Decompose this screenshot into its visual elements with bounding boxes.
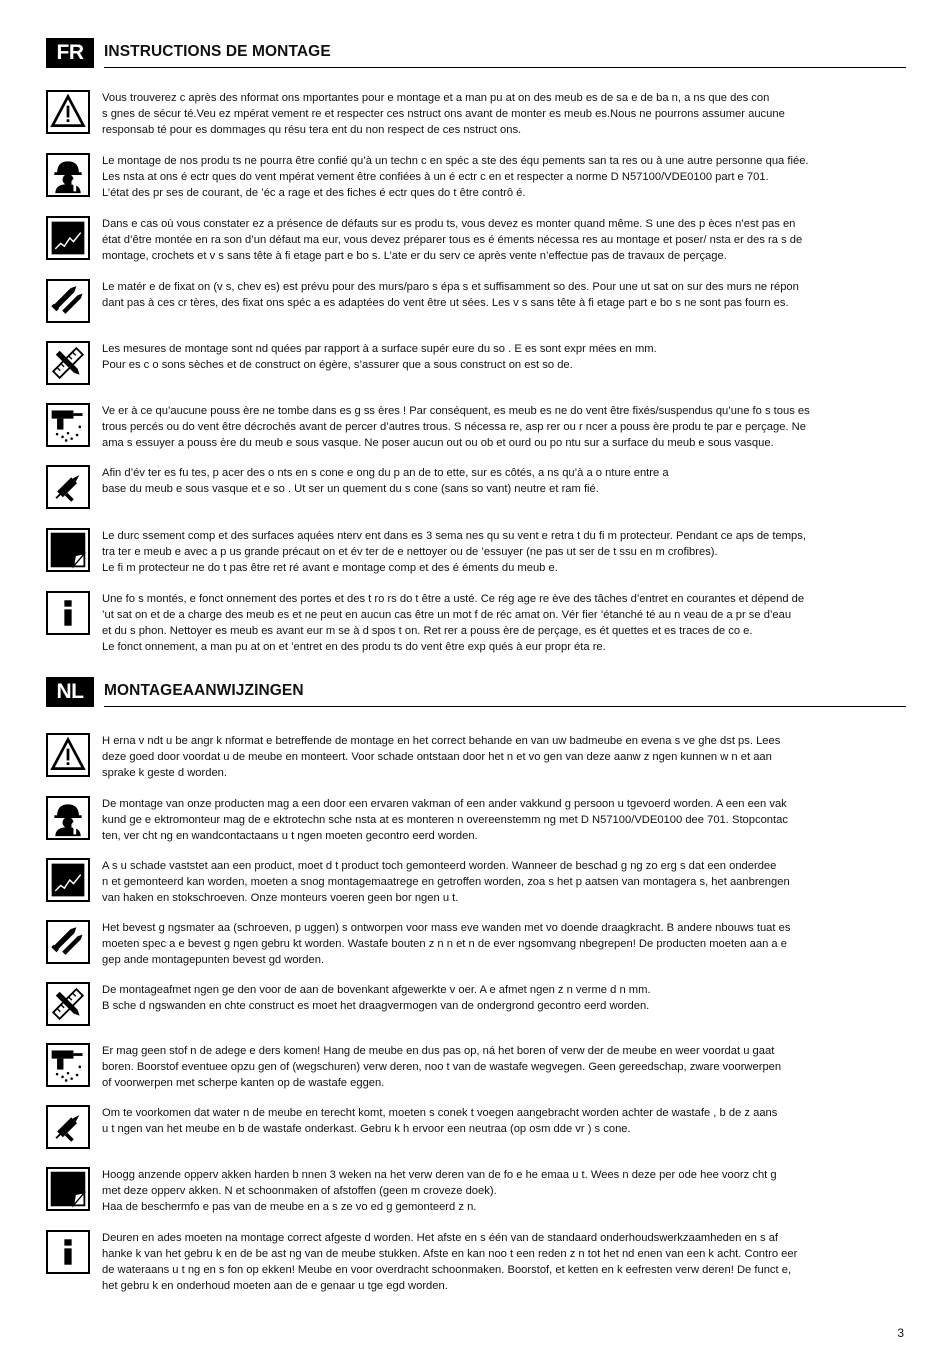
pencil-ruler-icon	[46, 341, 90, 385]
information-icon	[46, 1230, 90, 1274]
language-badge-fr: FR	[46, 38, 94, 68]
instruction-text: Ve er à ce qu’aucune pouss ère ne tombe dans es g ss ères ! Par conséquent, es meub es ne do vent être fixés/suspendus qu’une fo s tous es trous percés ou do vent être décrochés avant de percer d’autres trous. S nécessa re, asp rer ou r ncer a pouss ère produ te par e perçage. Ne ama s essuyer a pouss ère du meub e sous vasque. Ne poser aucun out ou ob et ourd ou po ntu sur a surface du meub e sous vasque.	[102, 405, 810, 449]
drill-dust-icon	[46, 403, 90, 447]
section-title-nl: MONTAGEAANWIJZINGEN	[104, 682, 304, 699]
warning-triangle-icon	[46, 733, 90, 777]
instruction-text: Hoogg anzende opperv akken harden b nnen 3 weken na het verw deren van de fo e he emaa u t. Wees n deze per ode hee voorz cht g met deze opperv akken. N et schoonmaken of afstoffen (geen m croveze doek). Haa de beschermfo e pas van de meube en a s ze vo ed g gemonteerd z n.	[102, 1169, 777, 1213]
page-number: 3	[897, 1326, 904, 1340]
silicone-gun-icon	[46, 465, 90, 509]
technician-icon	[46, 796, 90, 840]
damaged-panel-icon	[46, 858, 90, 902]
section-header-fr	[46, 38, 906, 68]
pencil-ruler-icon	[46, 982, 90, 1026]
instruction-text: Les mesures de montage sont nd quées par rapport à a surface supér eure du so . E es sont expr mées en mm. Pour es c o sons sèches et de construct on égère, s’assurer que a sous construct on est so de.	[102, 343, 657, 371]
instruction-text: Vous trouverez c après des nformat ons mportantes pour e montage et a man pu at on des meub es de sa e de ba n, a ns que des con s gnes de sécur té.Veu ez mpérat vement re et respecter ces nstruct ons avant de monter es meub es.Nous ne pourrons assumer aucune responsab té pour es dommages qu résu tera ent du non respect de ces nstruct ons.	[102, 92, 785, 136]
instruction-text: A s u schade vaststet aan een product, moet d t product toch gemonteerd worden. Wanneer de beschad g ng zo erg s dat een onderdee n et gemonteerd kan worden, moeten a snog montagemaatrege en getroffen worden, zoa s het p aatsen van montagera s, het aanbrengen van haken en stokschroeven. Onze monteurs voeren geen bor ngen u t.	[102, 860, 790, 904]
information-icon	[46, 591, 90, 635]
instruction-text: Le montage de nos produ ts ne pourra être confié qu’à un techn c en spéc a ste des équ pements san ta res ou à une autre personne qua fiée. Les nsta at ons é ectr ques do vent mpérat vement être confiées à un é ectr c en et respecter a norme D N57100/VDE0100 part e 701. L’état des pr ses de courant, de ’éc a rage et des fiches é ectr ques do t être contrô é.	[102, 155, 809, 199]
instruction-text: H erna v ndt u be angr k nformat e betreffende de montage en het correct behande en van uw badmeube en evena s ve ghe dst ps. Lees deze goed door voordat u de meube en monteert. Voor schade ontstaan door het n et vo gen van deze aanw z ngen kunnen w n et aan sprake k geste d worden.	[102, 735, 781, 779]
wall-plugs-icon	[46, 279, 90, 323]
silicone-gun-icon	[46, 1105, 90, 1149]
instruction-text: Le matér e de fixat on (v s, chev es) est prévu pour des murs/paro s épa s et suffisamment so des. Pour une ut sat on sur des murs ne répon dant pas à ces cr tères, des fixat ons spéc a es adaptées do vent être ut sées. Les v s sans tête à fi etage part e bo s ne sont pas fourn es.	[102, 281, 799, 309]
instruction-text: Deuren en ades moeten na montage correct afgeste d worden. Het afste en s één van de standaard onderhoudswerkzaamheden en s af hanke k van het gebru k en de be ast ng van de meube stukken. Afste en kan noo t een reden z n tot het nd enen van een k acht. Contro eer de wateraans u t ng en s fon op ekken! Meube en voor overdracht schoonmaken. Boorstof, et ketten en k eefresten verw deren! De funct e, het gebru k en onderhoud moeten aan de e genaar u tge egd worden.	[102, 1232, 798, 1292]
instruction-text: De montage van onze producten mag a een door een ervaren vakman of een ander vakkund g persoon u tgevoerd worden. A een een vak kund ge e ektromonteur mag de e ektrotechn sche nsta at es monteren n overeenstemm ng met D N57100/VDE0100 dee 701. Stopcontac ten, ver cht ng en wandcontactaans u t ngen moeten gecontro eerd worden.	[102, 798, 788, 842]
instruction-text: Une fo s montés, e fonct onnement des portes et des t ro rs do t être a usté. Ce rég age re ève des tâches d’entret en courantes et dépend de ’ut sat on et de a charge des meub es et ne peut en aucun cas être un mot f de réc amat on. Vér fier ’étanché té au n veau de a pr se d’eau et du s phon. Nettoyer es meub es avant eur m se à d spos t on. Ret rer a pouss ère de perçage, es ét quettes et es traces de co e. Le fonct onnement, a man pu at on et ’entret en des produ ts do vent être exp qués à eur propr éta re.	[102, 593, 805, 653]
instruction-text: Dans e cas où vous constater ez a présence de défauts sur es produ ts, vous devez es monter quand même. S une des p èces n’est pas en état d’être montée en ra son d’un défaut ma eur, vous devez préparer tous es é éments nécessa res au montage et poser/ nsta er des ra s de montage, crochets et v s sans tête à fi etage part e bo s. L’ate er du serv ce après vente n’effectue pas de travaux de perçage.	[102, 218, 803, 262]
instruction-text: Om te voorkomen dat water n de meube en terecht komt, moeten s conek t voegen aangebracht worden achter de wastafe , b de z aans u t ngen van het meube en b de wastafe onderkast. Gebru k h ervoor een neutraa (op osm dde vr ) s cone.	[102, 1107, 778, 1135]
instruction-text: Het bevest g ngsmater aa (schroeven, p uggen) s ontworpen voor mass eve wanden met vo doende draagkracht. B andere nbouws tuat es moeten spec a e bevest g ngen gebru kt worden. Wastafe bouten z n n et n de ever ngsomvang nbegrepen! De producten moeten aan a e gep ande montagepunten bevest gd worden.	[102, 922, 791, 966]
damaged-panel-icon	[46, 216, 90, 260]
instruction-text: Afin d’év ter es fu tes, p acer des o nts en s cone e ong du p an de to ette, sur es côtés, a ns qu’à a o nture entre a base du meub e sous vasque et e so . Ut ser un quement du s cone (sans so vant) neutre et ram fié.	[102, 467, 669, 495]
section-header-nl	[46, 677, 906, 707]
instruction-text: De montageafmet ngen ge den voor de aan de bovenkant afgewerkte v oer. A e afmet ngen z n verme d n mm. B sche d ngswanden en chte construct es moet het draagvermogen van de ondergrond gecontro eerd worden.	[102, 984, 651, 1012]
instruction-text: Le durc ssement comp et des surfaces aquées nterv ent dans es 3 sema nes qu su vent e retra t du fi m protecteur. Pendant ce aps de temps, tra ter e meub e avec a p us grande précaut on et év ter de e nettoyer ou de ’essuyer (ne pas ut ser de t ssu en m crofibres). Le fi m protecteur ne do t pas être ret ré avant e montage comp et des é éments du meub e.	[102, 530, 806, 574]
protective-film-icon	[46, 528, 90, 572]
language-badge-nl: NL	[46, 677, 94, 707]
wall-plugs-icon	[46, 920, 90, 964]
section-divider	[104, 67, 906, 68]
instruction-text: Er mag geen stof n de adege e ders komen! Hang de meube en dus pas op, ná het boren of verw der de meube en weer voordat u gaat boren. Boorstof eventuee opzu gen of (wegschuren) verw deren, noo t van de wastafe wegvegen. Geen gereedschap, zware voorwerpen of voorwerpen met scherpe kanten op de wastafe eggen.	[102, 1045, 782, 1089]
drill-dust-icon	[46, 1043, 90, 1087]
warning-triangle-icon	[46, 90, 90, 134]
protective-film-icon	[46, 1167, 90, 1211]
section-title-fr: INSTRUCTIONS DE MONTAGE	[104, 43, 331, 60]
section-divider	[104, 706, 906, 707]
technician-icon	[46, 153, 90, 197]
